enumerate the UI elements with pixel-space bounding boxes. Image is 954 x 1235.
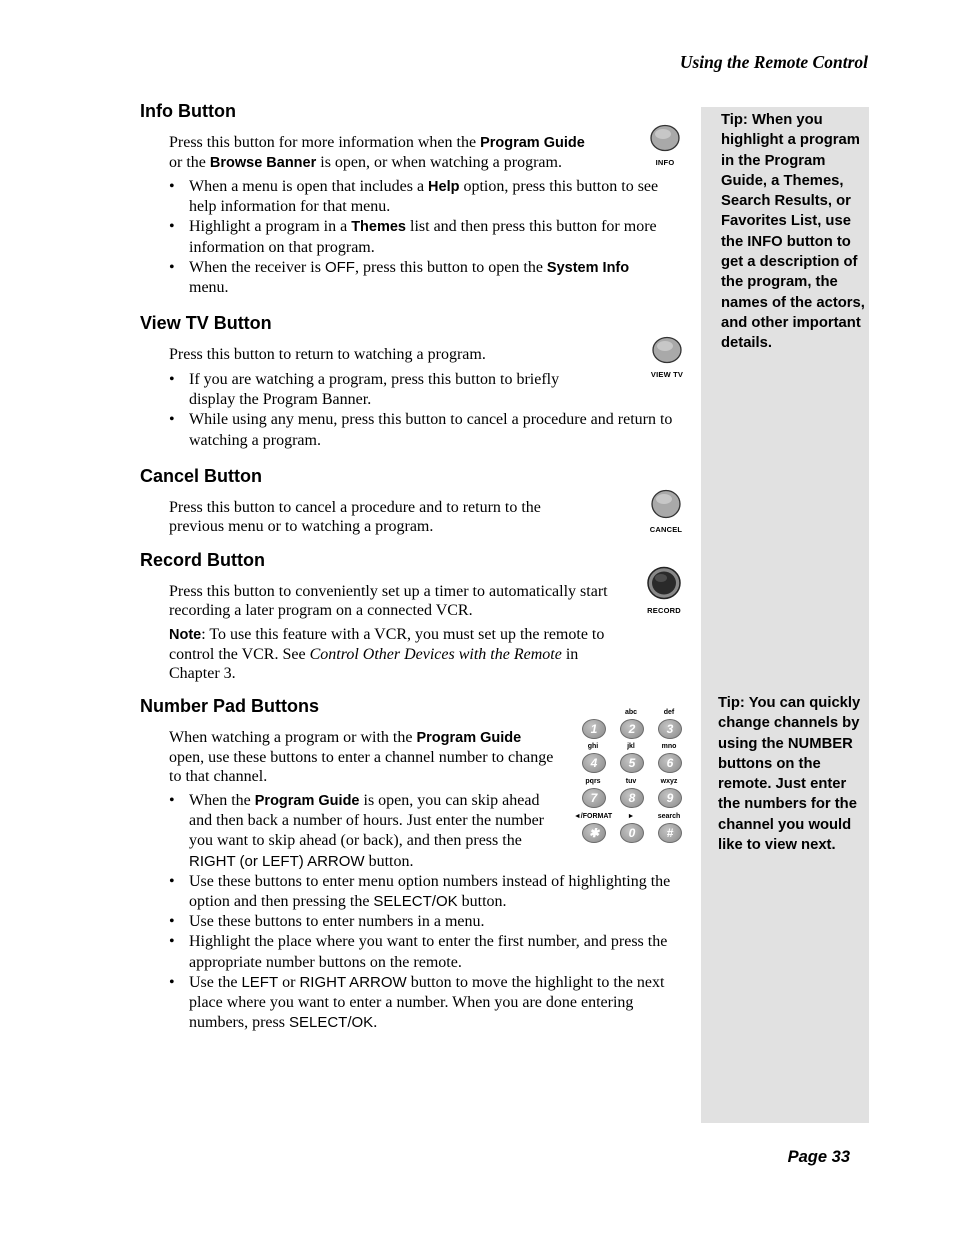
info-intro: Press this button for more information when the Program Guide or the Browse Banner is open, or when watching a program. (169, 134, 585, 171)
record-icon-label: RECORD (647, 606, 681, 615)
numpad-key-1: 1 (582, 719, 606, 739)
numpad-key-12: # (658, 823, 682, 843)
cancel-heading: Cancel Button (140, 466, 263, 486)
info-bullets (169, 177, 689, 298)
list-item: • Highlight a program in a Themes list and then press this button for more information on that program. (169, 217, 689, 257)
numpad-key-5: 5 (620, 753, 644, 773)
numpad-key-10: ✱ (582, 823, 606, 843)
list-item: • If you are watching a program, press this button to briefly display the Program Banner. (169, 370, 594, 410)
numpad-key-9: 9 (658, 788, 682, 808)
numpad-key-label: ► (627, 813, 635, 820)
list-item: • When the receiver is OFF, press this button to open the System Info menu. (169, 258, 689, 298)
record-note: Note: To use this feature with a VCR, you must set up the remote to control the VCR. See Control Other Devices with the Remote in Chapter 3. (169, 626, 605, 682)
sidebar-tip-number: Tip: You can quickly change channels by using the NUMBER buttons on the remote. Just enter the numbers for the channel you would like to view next. (718, 695, 861, 854)
numpad-key-label: pqrs (585, 778, 601, 785)
sidebar-tip-info: Tip: When you highlight a program in the Program Guide, a Themes, Search Results, or Favorites List, use the INFO button to get a description of the program, the names of the actors, and other important details. (721, 112, 865, 352)
note-label: Note (169, 627, 202, 643)
viewtv-heading: View TV Button (140, 313, 272, 333)
list-item: • When a menu is open that includes a Help option, press this button to see help information for that menu. (169, 177, 689, 217)
list-item: • When the Program Guide is open, you can skip ahead and then back a number of hours. Just enter the number you want to skip ahead (or back), and then press the RIGHT (or LEFT) ARROW button. (169, 791, 554, 872)
cancel-button-icon (645, 489, 687, 534)
cancel-intro: Press this button to cancel a procedure and to return to the previous menu or to watching a program. (169, 499, 541, 535)
numpad-key-label: abc (624, 709, 638, 716)
page-number: Page 33 (787, 1148, 850, 1166)
numpad-key-7: 7 (582, 788, 606, 808)
record-button-icon (642, 566, 686, 615)
numpad-key-label: search (657, 813, 681, 820)
record-heading: Record Button (140, 550, 265, 570)
list-item: • Use these buttons to enter menu option numbers instead of highlighting the option and then pressing the SELECT/OK button. (169, 872, 689, 912)
viewtv-bullets (169, 370, 689, 451)
cancel-icon-label: CANCEL (649, 525, 683, 534)
numpad-key-8: 8 (620, 788, 644, 808)
numpad-key-label: tuv (625, 778, 637, 785)
numpad-key-label: ◄/FORMAT (573, 813, 613, 820)
info-icon-label: INFO (655, 158, 675, 167)
numpad-key-3: 3 (658, 719, 682, 739)
record-intro: Press this button to conveniently set up a timer to automatically start recording a later program on a connected VCR. (169, 583, 608, 619)
numpad-bullets (169, 791, 689, 1033)
list-item: • While using any menu, press this button to cancel a procedure and return to watching a program. (169, 410, 689, 450)
numpad-key-6: 6 (658, 753, 682, 773)
numpad-key-label: ghi (587, 743, 599, 750)
list-item: • Highlight the place where you want to enter the first number, and press the appropriate number buttons on the remote. (169, 932, 689, 972)
list-item: • Use these buttons to enter numbers in a menu. (169, 912, 689, 932)
numpad-heading: Number Pad Buttons (140, 696, 320, 716)
numpad-key-label: def (663, 709, 675, 716)
numpad-key-label: jkl (627, 743, 635, 750)
list-item: • Use the LEFT or RIGHT ARROW button to move the highlight to the next place where you want to enter a number. When you are done entering numbers, press SELECT/OK. (169, 973, 689, 1034)
running-head: Using the Remote Control (679, 52, 868, 72)
numpad-key-label: wxyz (660, 778, 678, 785)
numpad-key-label: mno (661, 743, 677, 750)
info-button-icon (645, 124, 685, 167)
viewtv-icon-label: VIEW TV (650, 370, 684, 379)
numpad-key-2: 2 (620, 719, 644, 739)
numpad-intro: When watching a program or with the Program Guide open, use these buttons to enter a channel number to change to that channel. (169, 729, 554, 785)
viewtv-intro: Press this button to return to watching a program. (169, 346, 486, 363)
numpad-key-4: 4 (582, 753, 606, 773)
numpad-key-11: 0 (620, 823, 644, 843)
info-heading: Info Button (140, 101, 236, 121)
